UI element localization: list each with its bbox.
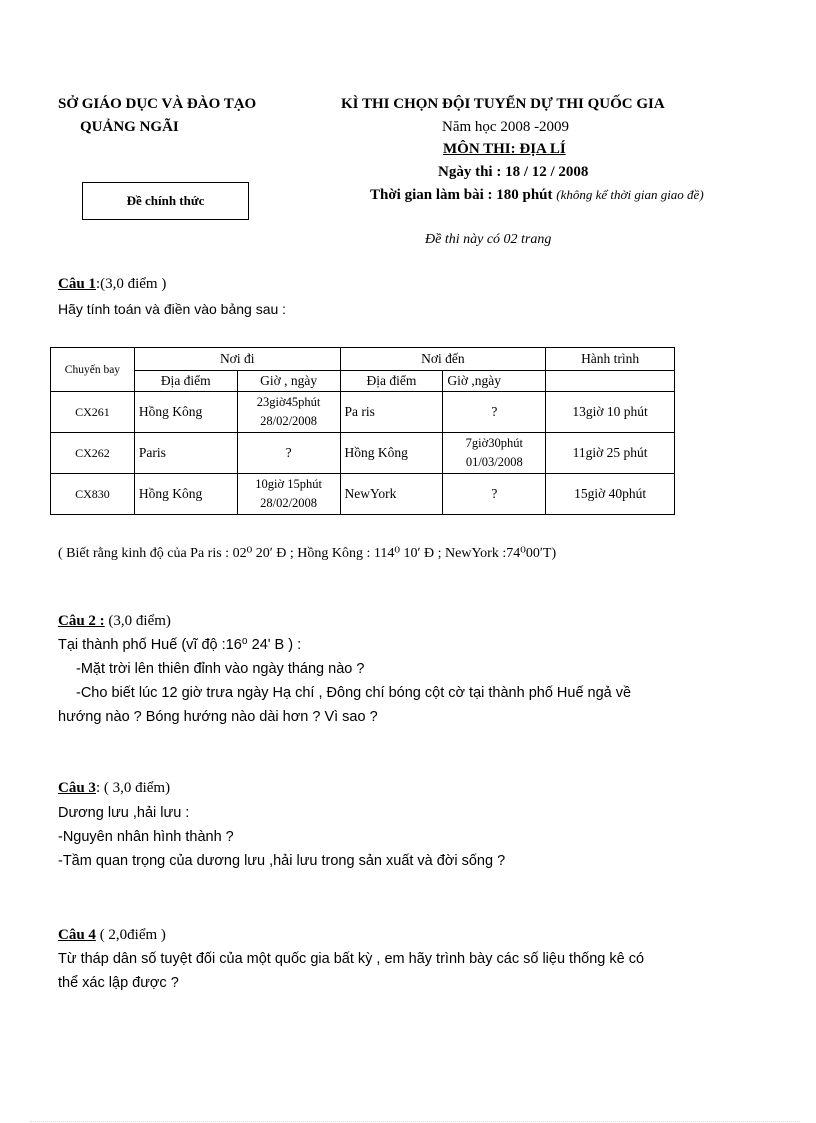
q1-prompt: Hãy tính toán và điền vào bảng sau : xyxy=(58,301,287,317)
flight-table xyxy=(50,347,675,515)
q1-title: Câu 1 xyxy=(58,276,96,292)
q2-line-2: -Mặt trời lên thiên đỉnh vào ngày tháng nào ? xyxy=(76,661,365,677)
depart-place: Hồng Kông xyxy=(134,474,237,515)
col-arrive: Nơi đến xyxy=(340,348,546,371)
depart-place: Paris xyxy=(134,433,237,474)
depart-time: ? xyxy=(237,433,340,474)
depart-place: Hồng Kông xyxy=(134,392,237,433)
q3-line-3: -Tầm quan trọng của dương lưu ,hải lưu trong sản xuất và đời sống ? xyxy=(58,853,506,869)
arrive-place: Hồng Kông xyxy=(340,433,443,474)
arrive-time xyxy=(443,433,546,474)
subject: MÔN THI: ĐỊA LÍ xyxy=(443,141,566,157)
exam-date: Ngày thi : 18 / 12 / 2008 xyxy=(438,164,589,180)
depart-date-value: 28/02/2008 xyxy=(260,496,318,510)
q1-longitude-note: ( Biết rằng kinh độ của Pa ris : 02⁰ 20ʹ Đ ; Hồng Kông : 114⁰ 10ʹ Đ ; NewYork :74⁰00ʹT) xyxy=(58,546,557,561)
arrive-time-value: 7giờ30phút xyxy=(465,436,523,450)
exam-title: KÌ THI CHỌN ĐỘI TUYỂN DỰ THI QUỐC GIA xyxy=(341,96,665,112)
q4-heading xyxy=(58,927,166,944)
q2-score: (3,0 điểm) xyxy=(104,613,171,629)
q4-line-2: thể xác lập được ? xyxy=(58,975,179,991)
q2-line-1: Tại thành phố Huế (vĩ độ :16⁰ 24ʹ B ) : xyxy=(58,637,302,653)
q4-line-1: Từ tháp dân số tuyệt đối của một quốc gia bất kỳ , em hãy trình bày các số liệu thống kê có xyxy=(58,951,645,967)
sub-place-arrive: Địa điểm xyxy=(340,371,443,392)
flight-code: CX830 xyxy=(51,474,135,515)
page-bottom-border xyxy=(30,1121,800,1122)
table-row xyxy=(51,392,675,433)
depart-time-value: 23giờ45phút xyxy=(256,395,321,409)
arrive-date-value: 01/03/2008 xyxy=(465,455,523,469)
q3-line-1: Dương lưu ,hải lưu : xyxy=(58,805,190,821)
q2-title: Câu 2 : xyxy=(58,613,105,629)
arrive-time: ? xyxy=(443,392,546,433)
col-duration: Hành trình xyxy=(546,348,675,371)
sub-empty xyxy=(546,371,675,392)
sub-place-depart: Địa điểm xyxy=(134,371,237,392)
q4-score: ( 2,0điểm ) xyxy=(95,927,166,943)
q4-title: Câu 4 xyxy=(58,927,96,943)
q1-heading xyxy=(58,276,166,293)
duration-note: (không kể thời gian giao đề) xyxy=(556,187,704,202)
flight-code: CX261 xyxy=(51,392,135,433)
department-name: SỞ GIÁO DỤC VÀ ĐÀO TẠO xyxy=(58,96,257,112)
col-depart: Nơi đi xyxy=(134,348,340,371)
arrive-place: Pa ris xyxy=(340,392,443,433)
q1-score: :(3,0 điểm ) xyxy=(95,276,167,292)
school-year: Năm học 2008 -2009 xyxy=(442,119,570,135)
duration: 13giờ 10 phút xyxy=(546,392,675,433)
sub-time-arrive: Giờ ,ngày xyxy=(443,371,546,392)
arrive-place: NewYork xyxy=(340,474,443,515)
arrive-time: ? xyxy=(443,474,546,515)
q3-line-2: -Nguyên nhân hình thành ? xyxy=(58,829,234,845)
province-name: QUẢNG NGÃI xyxy=(80,119,179,135)
flight-code: CX262 xyxy=(51,433,135,474)
table-row xyxy=(51,474,675,515)
duration-line xyxy=(370,187,704,204)
official-exam-label: Đề chính thức xyxy=(82,182,249,220)
col-flight: Chuyến bay xyxy=(51,348,135,392)
duration-label: Thời gian làm bài : 180 phút xyxy=(370,187,553,203)
q2-line-3: -Cho biết lúc 12 giờ trưa ngày Hạ chí , Đông chí bóng cột cờ tại thành phố Huế ngả về xyxy=(76,685,632,701)
pages-note: Đề thi này có 02 trang xyxy=(425,232,552,247)
depart-time xyxy=(237,392,340,433)
table-row xyxy=(51,433,675,474)
duration: 15giờ 40phút xyxy=(546,474,675,515)
depart-date-value: 28/02/2008 xyxy=(260,414,318,428)
q2-heading xyxy=(58,613,171,630)
q2-line-4: hướng nào ? Bóng hướng nào dài hơn ? Vì sao ? xyxy=(58,709,378,725)
depart-time-value: 10giờ 15phút xyxy=(255,477,322,491)
sub-time-depart: Giờ , ngày xyxy=(237,371,340,392)
q3-title: Câu 3 xyxy=(58,780,96,796)
q3-score: : ( 3,0 điểm) xyxy=(95,780,171,796)
depart-time xyxy=(237,474,340,515)
duration: 11giờ 25 phút xyxy=(546,433,675,474)
q3-heading xyxy=(58,780,170,797)
